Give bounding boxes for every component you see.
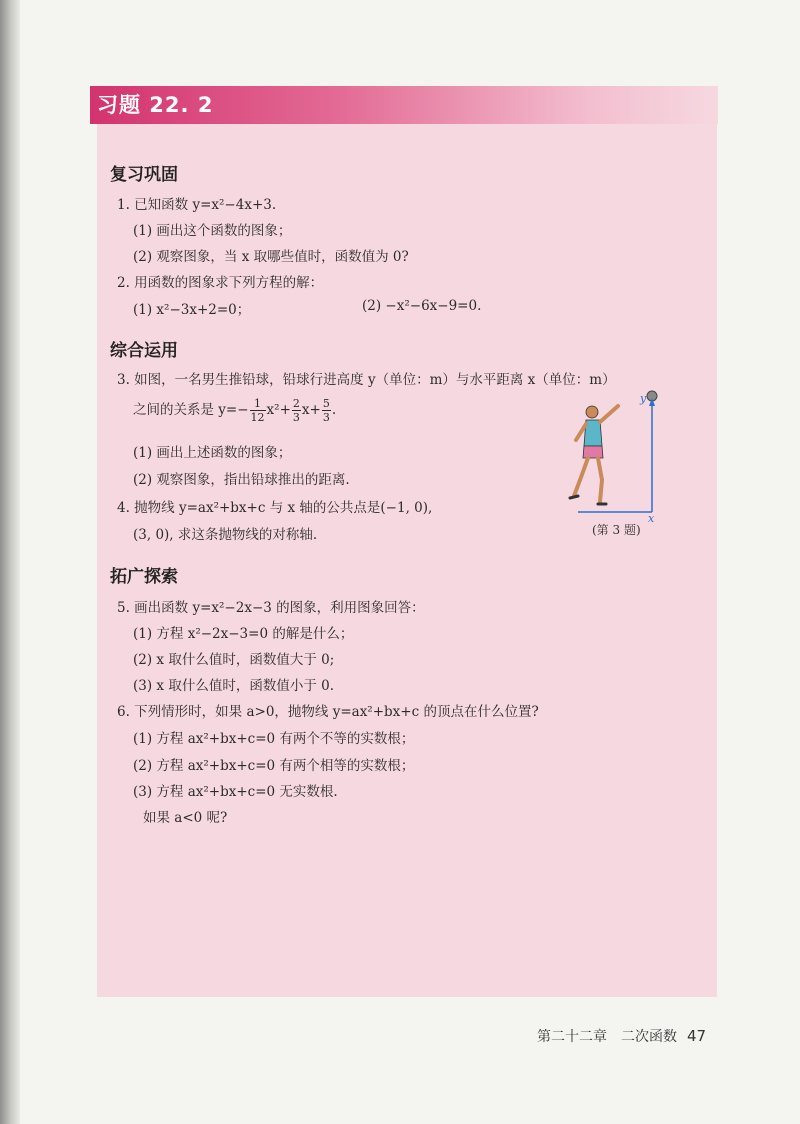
q6-stem: 6. 下列情形时，如果 a>0，抛物线 y=ax²+bx+c 的顶点在什么位置? xyxy=(117,704,539,720)
q2-part-b: (2) −x²−6x−9=0. xyxy=(362,298,482,314)
q3-term-2: x+ xyxy=(301,402,321,418)
chapter-label: 第二十二章 二次函数 xyxy=(537,1029,677,1045)
q5-stem: 5. 画出函数 y=x²−2x−3 的图象，利用图象回答： xyxy=(117,600,425,616)
q6-part-c: (3) 方程 ax²+bx+c=0 无实数根. xyxy=(133,784,338,800)
q5-part-a: (1) 方程 x²−2x−3=0 的解是什么； xyxy=(133,626,354,642)
q1-stem: 1. 已知函数 y=x²−4x+3. xyxy=(117,197,277,213)
exercise-title: 习题 22. 2 xyxy=(97,93,214,117)
q3-term-1: x²+ xyxy=(266,402,291,418)
q6-part-a: (1) 方程 ax²+bx+c=0 有两个不等的实数根； xyxy=(133,731,415,747)
q3-fraction-1: $\frac{1}{12}$ xyxy=(250,397,265,424)
q3-relation-prefix: 之间的关系是 y=− xyxy=(133,402,249,418)
q3-fraction-3: $\frac{5}{3}$ xyxy=(322,397,330,424)
q2-stem: 2. 用函数的图象求下列方程的解： xyxy=(117,275,324,291)
q1-part-b: (2) 观察图象，当 x 取哪些值时，函数值为 0? xyxy=(133,249,409,265)
book-binding-edge xyxy=(0,0,20,1124)
q5-part-c: (3) x 取什么值时，函数值小于 0. xyxy=(133,678,334,694)
q3-part-b: (2) 观察图象，指出铅球推出的距离. xyxy=(133,472,350,488)
q3-fraction-2: $\frac{2}{3}$ xyxy=(292,397,300,424)
section-explore-heading: 拓广探索 xyxy=(110,567,178,587)
athlete-icon xyxy=(570,406,618,504)
q1-part-a: (1) 画出这个函数的图象； xyxy=(133,223,292,239)
q3-stem: 3. 如图，一名男生推铅球，铅球行进高度 y（单位：m）与水平距离 x（单位：m） xyxy=(117,372,616,388)
q3-relation xyxy=(133,397,336,424)
shot-put-figure xyxy=(566,384,670,524)
page-footer xyxy=(537,1026,706,1046)
q4-line-2: (3, 0), 求这条抛物线的对称轴. xyxy=(133,527,318,543)
section-review-heading: 复习巩固 xyxy=(110,165,178,185)
q3-part-a: (1) 画出上述函数的图象； xyxy=(133,445,292,461)
section-apply-heading: 综合运用 xyxy=(110,341,178,361)
q6-tail: 如果 a<0 呢? xyxy=(143,810,228,826)
q6-part-b: (2) 方程 ax²+bx+c=0 有两个相等的实数根； xyxy=(133,758,415,774)
q4-line-1: 4. 抛物线 y=ax²+bx+c 与 x 轴的公共点是(−1, 0), xyxy=(117,500,433,516)
q3-relation-suffix: . xyxy=(331,402,337,418)
q5-part-b: (2) x 取什么值时，函数值大于 0; xyxy=(133,652,335,668)
figure-caption: (第 3 题) xyxy=(592,523,641,537)
q2-part-a: (1) x²−3x+2=0； xyxy=(133,302,251,318)
x-axis-label: x xyxy=(648,512,655,524)
page-number: 47 xyxy=(687,1027,707,1045)
y-axis-label: y xyxy=(640,392,647,405)
